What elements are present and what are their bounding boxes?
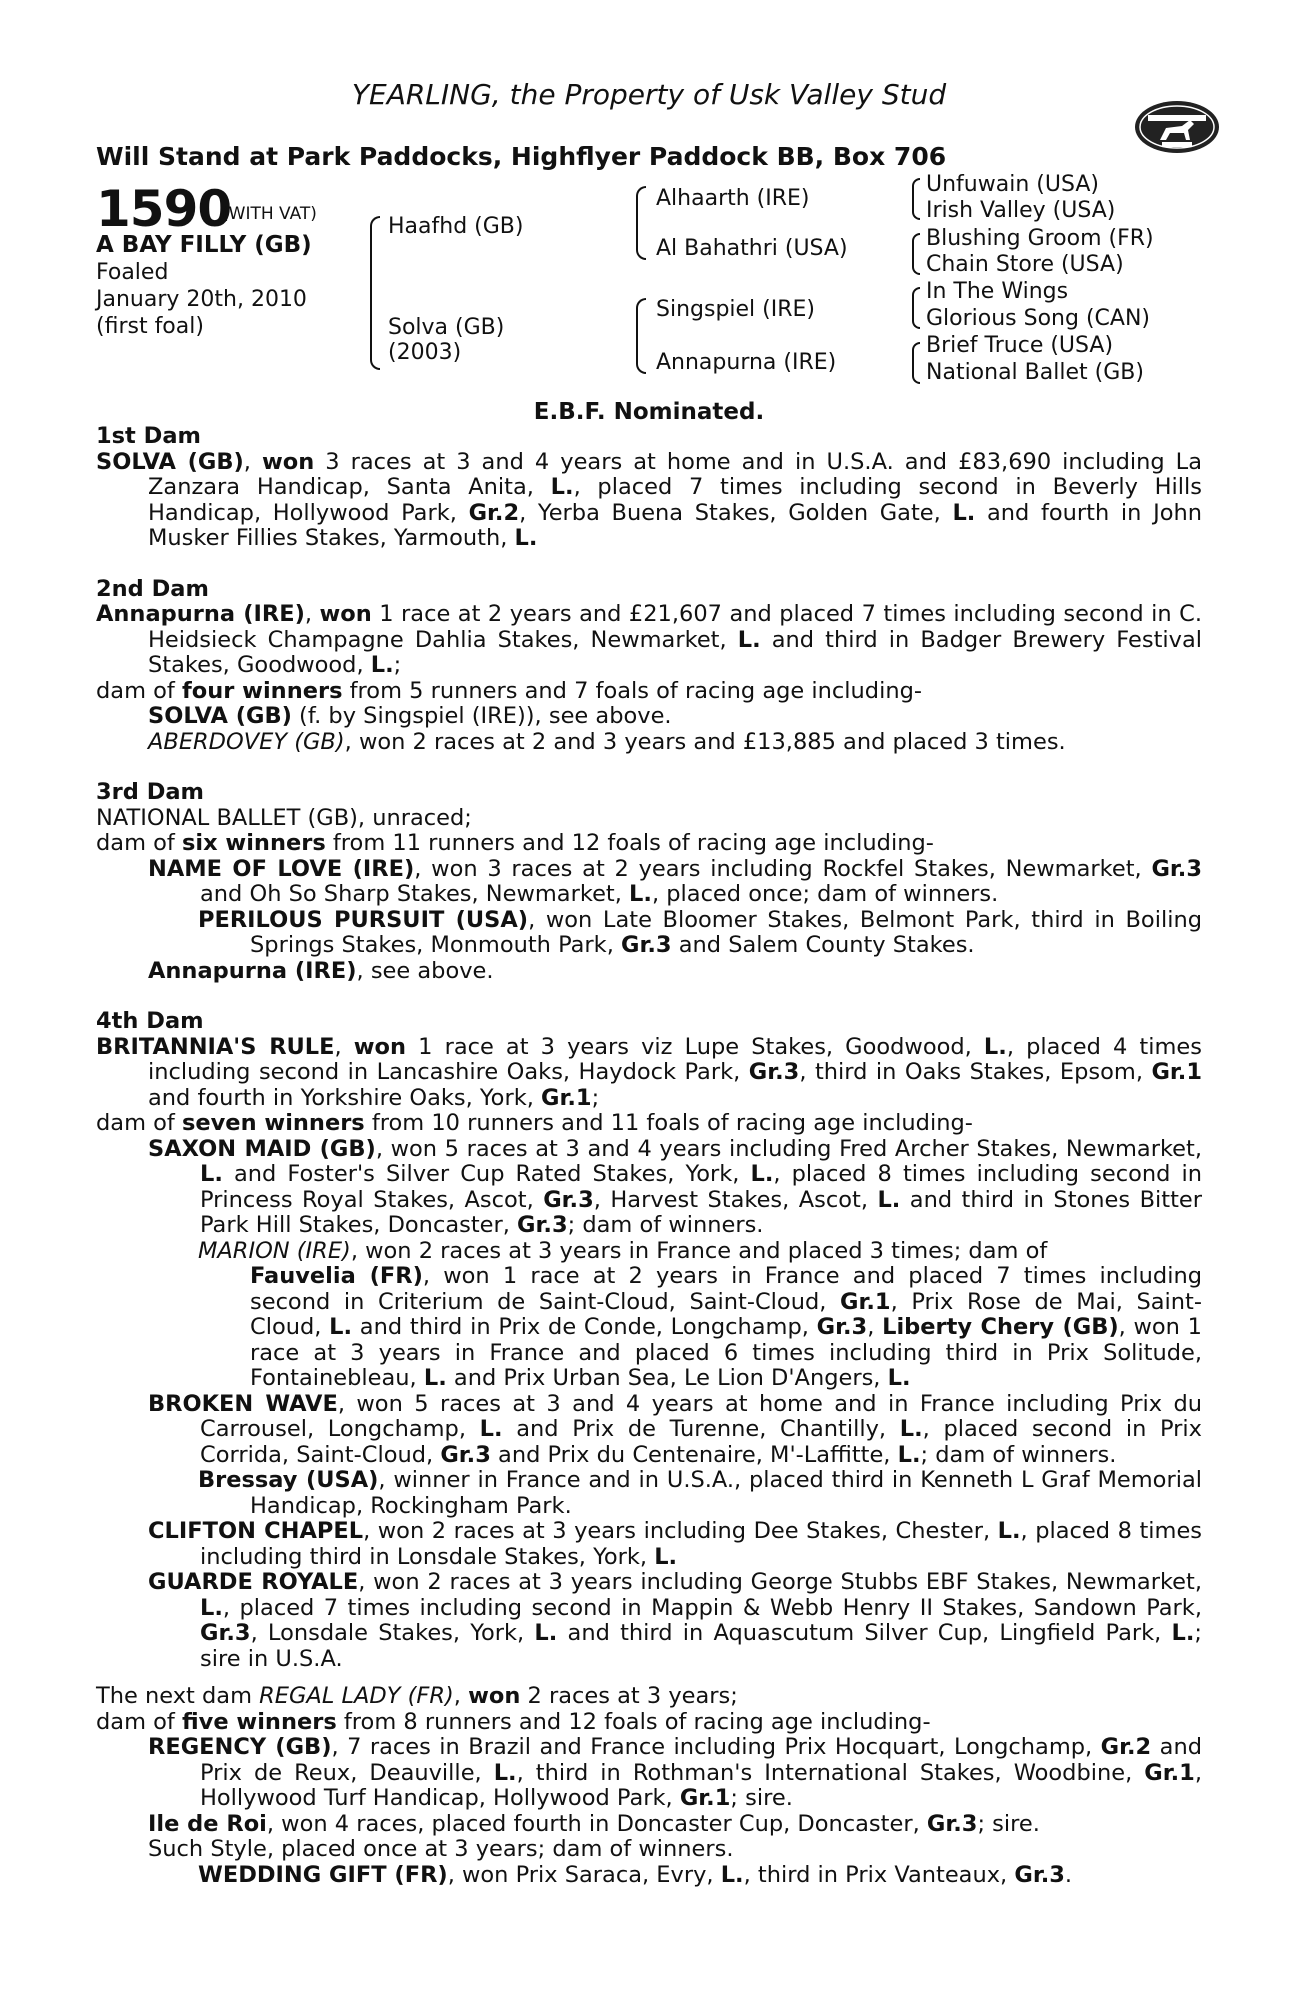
- yearling-bonus-badge: [1132, 98, 1222, 156]
- sire-dam: Al Bahathri (USA): [656, 236, 848, 261]
- sire-line-bracket: [636, 186, 646, 260]
- g-bracket-3: [912, 287, 920, 329]
- first-foal-note: (first foal): [96, 314, 204, 339]
- fourth-dam-produce: dam of seven winners from 10 runners and 11 foals of racing age including-: [96, 1110, 973, 1136]
- dam-dam: Annapurna (IRE): [656, 350, 837, 375]
- pedigree-table: [96, 172, 1202, 400]
- foaled-date: January 20th, 2010: [96, 287, 307, 312]
- third-dam-heading: 3rd Dam: [96, 779, 204, 805]
- grandparent-1: Unfuwain (USA): [926, 172, 1099, 197]
- produce-fauvelia: Fauvelia (FR), won 1 race at 2 years in France and placed 7 times including second in Criterium de Saint-Cloud, Saint-Cloud, Gr.1, Prix Rose de Mai, Saint-Cloud, L. and third in Prix de Conde, Longchamp, Gr.3, Liberty Chery (GB), won 1 race at 3 years in France and placed 6 times including third in Prix Solitude, Fontainebleau, L. and Prix Urban Sea, Le Lion D'Angers, L.: [250, 1263, 1202, 1391]
- grandparent-5: In The Wings: [926, 279, 1069, 304]
- produce-perilous-pursuit: PERILOUS PURSUIT (USA), won Late Bloomer Stakes, Belmont Park, third in Boiling Springs Stakes, Monmouth Park, Gr.3 and Salem County Stakes.: [198, 906, 1202, 958]
- first-dam-entry: SOLVA (GB), won 3 races at 3 and 4 years at home and in U.S.A. and £83,690 including La Zanzara Handicap, Santa Anita, L., placed 7 times including second in Beverly Hills Handicap, Hollywood Park, Gr.2, Yerba Buena Stakes, Golden Gate, L. and fourth in John Musker Fillies Stakes, Yarmouth, L.: [96, 448, 1203, 551]
- produce-name-of-love: NAME OF LOVE (IRE), won 3 races at 2 years including Rockfel Stakes, Newmarket, Gr.3 and Oh So Sharp Stakes, Newmarket, L., placed once; dam of winners.: [148, 855, 1202, 907]
- produce-wedding-gift: WEDDING GIFT (FR), won Prix Saraca, Evry, L., third in Prix Vanteaux, Gr.3.: [198, 1861, 1073, 1888]
- page-title: YEARLING, the Property of Usk Valley Stud: [351, 78, 947, 111]
- lot-number: 1590: [96, 180, 232, 238]
- produce-broken-wave: BROKEN WAVE, won 5 races at 3 and 4 years at home and in France including Prix du Carrousel, Longchamp, L. and Prix de Turenne, Chantilly, L., placed second in Prix Corrida, Saint-Cloud, Gr.3 and Prix du Centenaire, M'-Laffitte, L.; dam of winners.: [148, 1390, 1202, 1468]
- second-dam-produce: dam of four winners from 5 runners and 7 foals of racing age including-: [96, 677, 922, 704]
- grandparent-8: National Ballet (GB): [926, 360, 1144, 385]
- grandparent-4: Chain Store (USA): [926, 252, 1124, 277]
- produce-clifton-chapel: CLIFTON CHAPEL, won 2 races at 3 years including Dee Stakes, Chester, L., placed 8 times including third in Lonsdale Stakes, York, L.: [148, 1518, 1203, 1570]
- fourth-dam-entry: BRITANNIA'S RULE, won 1 race at 3 years viz Lupe Stakes, Goodwood, L., placed 4 times including second in Lancashire Oaks, Haydock Park, Gr.3, third in Oaks Stakes, Epsom, Gr.1 and fourth in Yorkshire Oaks, York, Gr.1;: [96, 1033, 1202, 1111]
- produce-regency: REGENCY (GB), 7 races in Brazil and France including Prix Hocquart, Longchamp, Gr.2 and Prix de Reux, Deauville, L., third in Rothman's International Stakes, Woodbine, Gr.1, Hollywood Turf Handicap, Hollywood Park, Gr.1; sire.: [148, 1734, 1203, 1811]
- sire-dam-bracket: [370, 216, 380, 370]
- produce-saxon-maid: SAXON MAID (GB), won 5 races at 3 and 4 years including Fred Archer Stakes, Newmarket, L. and Foster's Silver Cup Rated Stakes, York, L., placed 8 times including second in Princess Royal Stakes, Ascot, Gr.3, Harvest Stakes, Ascot, L. and third in Stones Bitter Park Hill Stakes, Doncaster, Gr.3; dam of winners.: [148, 1135, 1202, 1238]
- third-dam-produce: dam of six winners from 11 runners and 12 foals of racing age including-: [96, 830, 934, 856]
- dam-sire: Singspiel (IRE): [656, 297, 816, 322]
- foaled-label: Foaled: [96, 260, 169, 285]
- produce-bressay: Bressay (USA), winner in France and in U.S.A., placed third in Kenneth L Graf Memorial Handicap, Rockingham Park.: [198, 1467, 1202, 1519]
- second-dam-heading: 2nd Dam: [96, 575, 209, 602]
- produce-guarde-royale: GUARDE ROYALE, won 2 races at 3 years including George Stubbs EBF Stakes, Newmarket, L., placed 7 times including second in Mappin & Webb Henry II Stakes, Sandown Park, Gr.3, Lonsdale Stakes, York, L. and third in Aquascutum Silver Cup, Lingfield Park, L.; sire in U.S.A.: [148, 1569, 1202, 1672]
- fourth-dam-heading: 4th Dam: [96, 1008, 204, 1034]
- grandparent-7: Brief Truce (USA): [926, 333, 1114, 358]
- ebf-nominated: E.B.F. Nominated.: [533, 399, 765, 425]
- dam: Solva (GB): [388, 315, 505, 340]
- produce-marion: MARION (IRE), won 2 races at 3 years in France and placed 3 times; dam of: [198, 1237, 1048, 1264]
- sire-sire: Alhaarth (IRE): [656, 186, 810, 211]
- grandparent-6: Glorious Song (CAN): [926, 306, 1150, 331]
- stand-location: Will Stand at Park Paddocks, Highflyer Paddock BB, Box 706: [96, 142, 947, 171]
- g-bracket-2: [912, 233, 920, 275]
- third-dam-entry: NATIONAL BALLET (GB), unraced;: [96, 804, 472, 831]
- first-dam-heading: 1st Dam: [96, 423, 201, 449]
- dam-year: (2003): [388, 340, 462, 365]
- grandparent-3: Blushing Groom (FR): [926, 226, 1154, 251]
- second-dam-entry: Annapurna (IRE), won 1 race at 2 years and £21,607 and placed 7 times including second in C. Heidsieck Champagne Dahlia Stakes, Newmarket, L. and third in Badger Brewery Festival Stakes, Goodwood, L.;: [96, 601, 1203, 678]
- next-dam-entry: The next dam REGAL LADY (FR), won 2 races at 3 years;: [96, 1683, 738, 1709]
- g-bracket-4: [912, 342, 920, 384]
- produce-annapurna: Annapurna (IRE), see above.: [148, 957, 494, 984]
- dam-line-bracket: [636, 298, 646, 374]
- g-bracket-1: [912, 178, 920, 220]
- vat-note: (WITH VAT): [222, 204, 317, 224]
- produce-aberdovey: ABERDOVEY (GB), won 2 races at 2 and 3 years and £13,885 and placed 3 times.: [148, 728, 1066, 755]
- horse-name: A BAY FILLY (GB): [96, 232, 312, 258]
- produce-solva: SOLVA (GB) (f. by Singspiel (IRE)), see above.: [148, 703, 672, 729]
- grandparent-2: Irish Valley (USA): [926, 198, 1116, 223]
- produce-such-style: Such Style, placed once at 3 years; dam of winners.: [148, 1836, 734, 1862]
- next-dam-produce: dam of five winners from 8 runners and 12 foals of racing age including-: [96, 1708, 931, 1735]
- sire: Haafhd (GB): [388, 214, 524, 239]
- catalogue-body: [96, 424, 1202, 1888]
- produce-ile-de-roi: Ile de Roi, won 4 races, placed fourth in Doncaster Cup, Doncaster, Gr.3; sire.: [148, 1810, 1040, 1837]
